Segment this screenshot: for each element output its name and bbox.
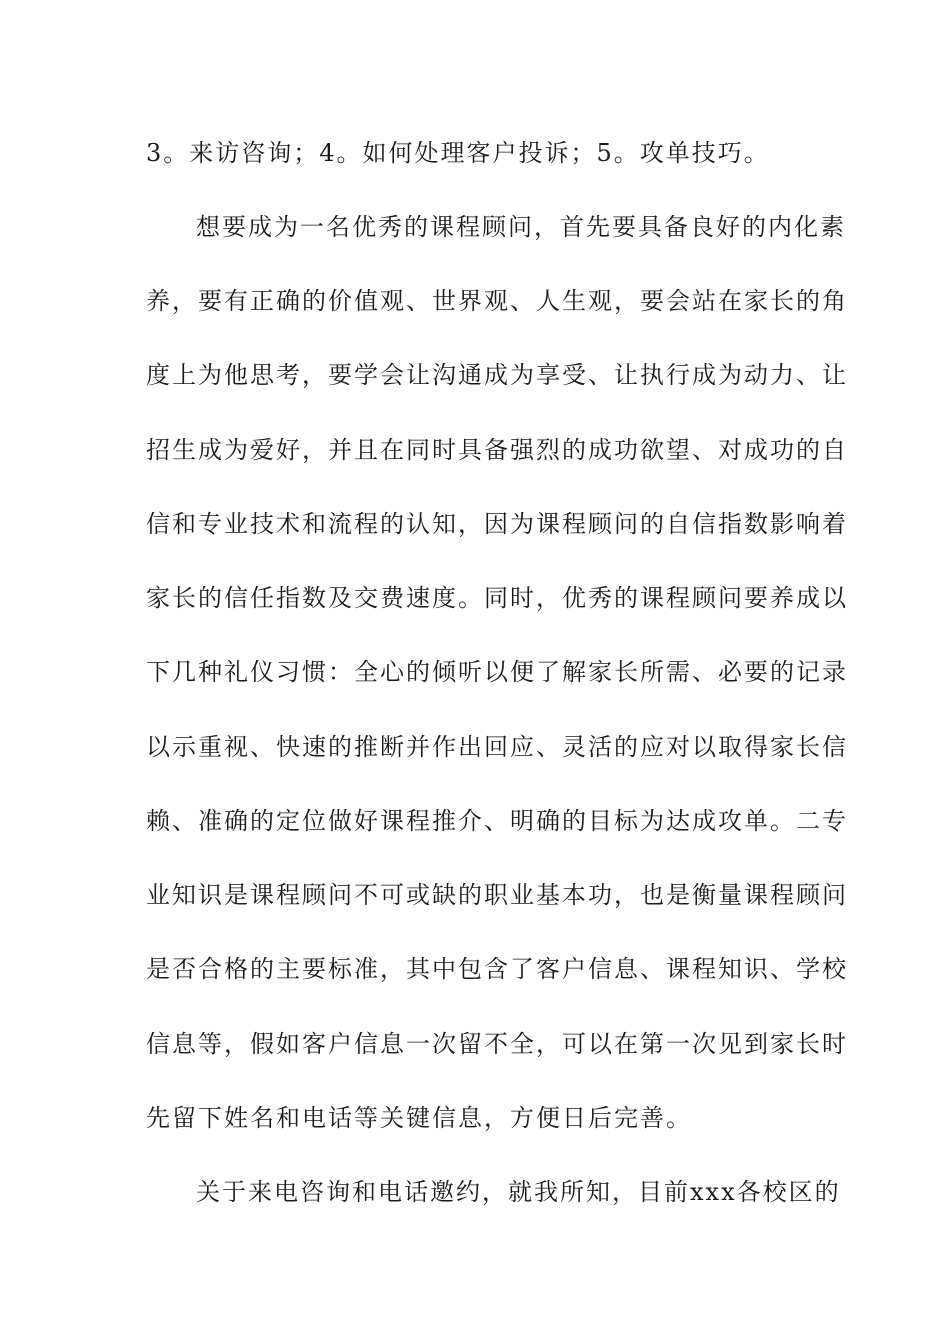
paragraph-1-line-6: 家长的信任指数及交费速度。同时，优秀的课程顾问要养成以 <box>146 584 848 612</box>
paragraph-1-line-10: 业知识是课程顾问不可或缺的职业基本功，也是衡量课程顾问 <box>146 881 848 909</box>
paragraph-1-line-9: 赖、准确的定位做好课程推介、明确的目标为达成攻单。二专 <box>146 807 848 835</box>
paragraph-1-line-3: 度上为他思考，要学会让沟通成为享受、让执行成为动力、让 <box>146 361 848 389</box>
paragraph-1-line-5: 信和专业技术和流程的认知，因为课程顾问的自信指数影响着 <box>146 510 848 538</box>
paragraph-1-line-13: 先留下姓名和电话等关键信息，方便日后完善。 <box>146 1104 692 1132</box>
paragraph-1-line-1: 想要成为一名优秀的课程顾问，首先要具备良好的内化素 <box>196 213 846 241</box>
paragraph-1-line-4: 招生成为爱好，并且在同时具备强烈的成功欲望、对成功的自 <box>146 436 848 464</box>
paragraph-1-line-12: 信息等，假如客户信息一次留不全，可以在第一次见到家长时 <box>146 1030 848 1058</box>
paragraph-1-line-8: 以示重视、快速的推断并作出回应、灵活的应对以取得家长信 <box>146 733 848 761</box>
paragraph-1-line-2: 养，要有正确的价值观、世界观、人生观，要会站在家长的角 <box>146 287 848 315</box>
paragraph-2-line-1: 关于来电咨询和电话邀约，就我所知，目前xxx各校区的 <box>196 1178 841 1206</box>
text-line-1: 3。来访咨询；4。如何处理客户投诉；5。攻单技巧。 <box>146 139 770 167</box>
paragraph-1-line-7: 下几种礼仪习惯：全心的倾听以便了解家长所需、必要的记录 <box>146 658 848 686</box>
paragraph-1-line-11: 是否合格的主要标准，其中包含了客户信息、课程知识、学校 <box>146 955 848 983</box>
